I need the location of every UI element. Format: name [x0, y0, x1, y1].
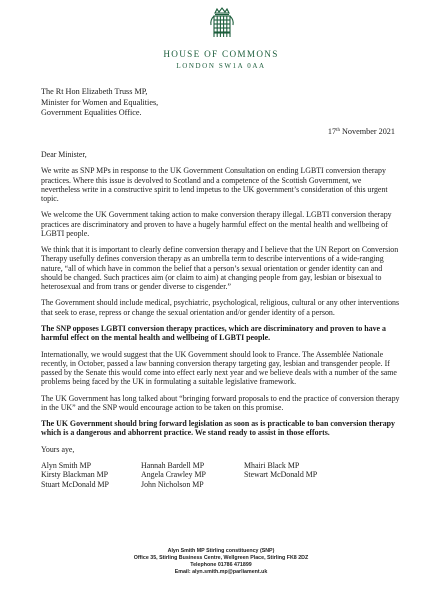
recipient-block	[41, 87, 158, 119]
date-day: 17	[327, 127, 337, 136]
signatory: Hannah Bardell MP	[141, 461, 205, 471]
recipient-line: The Rt Hon Elizabeth Truss MP,	[41, 87, 148, 96]
letter-body	[41, 150, 401, 489]
paragraph: We think that it is important to clearly define conversion therapy and I believe that the UN Report on Conversion Therapy usefully defines conversion therapy as an umbrella term to describe interventions of a wide-ranging nature, “all of which have in common the belief that a person’s sexual orientation or gender identity can and should be changed. Such practices aim (or claim to aim) at changing people from gay, lesbian or bisexual to heterosexual and from trans or gender diverse to cisgender.”	[41, 245, 399, 291]
recipient-line: Government Equalities Office.	[41, 108, 142, 118]
signatory: Alyn Smith MP	[41, 461, 91, 471]
footer-line: Office 35, Stirling Business Centre, Wellgreen Place, Stirling FK8 2DZ	[133, 555, 309, 561]
date-month-year: November 2021	[339, 127, 395, 136]
letter-date	[328, 127, 395, 136]
footer-email: Email: alyn.smith.mp@parliament.uk	[174, 569, 268, 575]
date-suffix: th	[336, 128, 340, 133]
paragraph: We welcome the UK Government taking action to make conversion therapy illegal. LGBTI conversion therapy practices are discriminatory and proven to have a hugely harmful effect on the mental health and wellbeing of LGBTI people.	[41, 210, 392, 238]
signatory: John Nicholson MP	[141, 479, 204, 489]
paragraph: We write as SNP MPs in response to the UK Government Consultation on ending LGBTI conversion therapy practices. Where this issue is devolved to Scotland and a competence of the Scottish Government, we nevertheless write in a constructive spirit to lend impetus to the UK government’s consideration of this urgent topic.	[41, 166, 388, 203]
signatory: Stewart McDonald MP	[244, 470, 318, 480]
paragraph: Internationally, we would suggest that the UK Government should look to France. The Assemblée Nationale recently, in October, passed a law banning conversion therapy targeting gay, lesbian and transgender people. If passed by the Senate this would come into effect early next year and we believe deals with a number of the same problems being faced by the UK in formulating a suitable legislative framework.	[41, 349, 397, 387]
signatory: Kirsty Blackman MP	[41, 470, 109, 480]
signatory: Mhairi Black MP	[244, 461, 300, 471]
signatory	[244, 480, 354, 489]
closing: Yours aye,	[41, 444, 75, 454]
letterhead-title: HOUSE OF COMMONS	[163, 49, 279, 59]
salutation: Dear Minister,	[41, 150, 87, 159]
recipient-line: Minister for Women and Equalities,	[41, 97, 159, 107]
signatory: Angela Crawley MP	[141, 470, 206, 480]
letterhead-address: LONDON SW1A 0AA	[176, 62, 266, 70]
footer-line: Alyn Smith MP Stirling constituency (SNP)	[167, 548, 275, 554]
signatory: Stuart McDonald MP	[41, 479, 109, 489]
portcullis-crest-icon	[206, 6, 238, 42]
paragraph: The Government should include medical, psychiatric, psychological, religious, cultural or any other interventions that seek to erase, repress or change the sexual orientation and/or gender identity of a person.	[41, 298, 400, 317]
footer-line: Telephone 01786 471899	[190, 562, 252, 568]
paragraph-bold: The SNP opposes LGBTI conversion therapy practices, which are discriminatory and proven to have a harmful effect on the mental health and wellbeing of LGBTI people.	[41, 323, 386, 343]
signatories	[41, 461, 401, 489]
paragraph: The UK Government has long talked about “bringing forward proposals to end the practice of conversion therapy in the UK” and the SNP would encourage action to be taken on this promise.	[41, 393, 400, 412]
footer	[0, 548, 442, 576]
paragraph-bold: The UK Government should bring forward legislation as soon as is practicable to ban conversion therapy which is a dangerous and abhorrent practice. We stand ready to assist in those efforts.	[41, 419, 395, 438]
